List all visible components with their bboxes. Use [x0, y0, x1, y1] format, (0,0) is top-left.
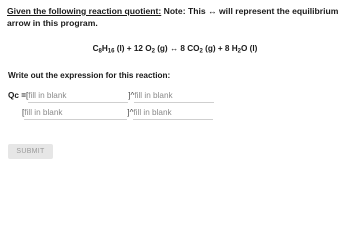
reaction-equation: $C_8H_{16}$ (l) + 12 $O_2$ (g) ↔ 8 $CO_2$ (g) + 8 $H_2O$ (l)	[92, 44, 258, 55]
qc-label: Qc =	[8, 91, 26, 100]
close-bracket: ]	[127, 108, 130, 117]
denominator-row	[8, 108, 213, 120]
denominator-species-blank[interactable]: fill in blank	[24, 108, 127, 120]
numerator-exponent-blank[interactable]: fill in blank	[134, 91, 214, 103]
close-bracket: ]	[128, 91, 131, 100]
equilibrium-arrow-icon: ↔	[208, 6, 217, 16]
denominator-exponent-blank[interactable]: fill in blank	[133, 108, 213, 120]
intro-heading: Given the following reaction quotient:	[7, 6, 162, 16]
intro-rest: will represent the equilibrium arrow in this program.	[7, 6, 339, 28]
question-intro	[7, 5, 343, 29]
equilibrium-arrow-icon: ↔	[169, 44, 179, 53]
open-bracket: [	[22, 108, 25, 117]
intro-note: Note: This	[161, 6, 209, 16]
exponent-caret: ^	[129, 108, 134, 117]
numerator-row	[8, 91, 214, 103]
open-bracket: [	[25, 91, 29, 100]
submit-button[interactable]: SUBMIT	[8, 144, 53, 159]
exponent-caret: ^	[130, 91, 135, 100]
numerator-species-blank[interactable]: fill in blank	[28, 91, 128, 103]
question-prompt: Write out the expression for this reaction:	[8, 71, 171, 80]
